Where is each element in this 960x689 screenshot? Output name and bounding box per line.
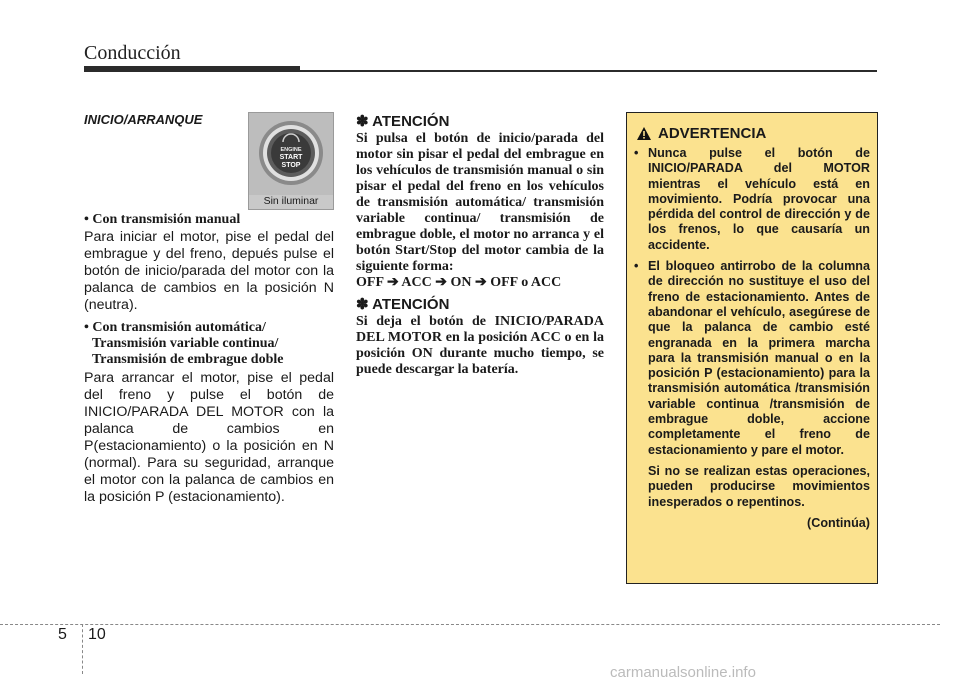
manual-heading: • Con transmisión manual [84,212,241,227]
warning-item: • Nunca pulse el botón de INICIO/PARADA del MOTOR mientras el vehículo está en movimiento. Podría provocar una pérdida del control de dirección y de los frenos, lo que causaría un accidente. [634,146,870,252]
attention-title: ✽ ATENCIÓN [356,113,450,130]
page-header-title: Conducción [84,42,181,64]
attention-sequence: OFF ➔ ACC ➔ ON ➔ OFF o ACC [356,275,562,290]
warning-extra: Si no se realizan estas operaciones, pueden producirse movimientos inesperados o repentinos. [648,463,870,509]
image-caption: Sin iluminar [263,195,319,207]
button-text-engine: ENGINE [280,147,302,153]
header-rule-thick [84,66,300,72]
automatic-heading-line: Transmisión de embrague doble [92,352,284,367]
button-text-start: START [279,154,303,161]
manual-body: Para iniciar el motor, pise el pedal del embrague y del freno, depués pulse el botón de inicio/parada del motor con la palanca de cambios en la posición N (neutra). [84,229,334,313]
warning-triangle-icon [636,126,652,141]
section-title: INICIO/ARRANQUE [84,112,203,127]
automatic-heading-line: Transmisión variable continua/ [92,336,279,351]
attention-text: Si pulsa el botón de inicio/parada del motor sin pisar el pedal del embrague en los vehículos de transmisión manual o sin pisar el pedal del freno en los vehículos de transmisión automática/ transmisión variable continua/ transmisión de embrague doble, el motor no arranca y el botón Start/Stop del motor cambia de la siguiente forma: [356,131,604,274]
attention-body-2: Si deja el botón de INICIO/PARADA DEL MOTOR en la posición ACC o en la posición ON durante mucho tiempo, se puede descargar la batería. [356,314,604,377]
automatic-heading-line: • Con transmisión automática/ [84,320,266,335]
warning-item: • El bloqueo antirrobo de la columna de dirección no sustituye el uso del freno de estacionamiento. Antes de abandonar el vehículo, asegúrese de que la palanca de cambio esté engranada en la primera marcha para la transmisión manual o en la posición P (estacionamiento) para la transmisión automática /transmisión variable continua /transmisión de embrague doble, accione completamente el freno de estacionamiento y pare el motor. Si no se realizan estas operaciones, pueden producirse movimientos inesperados o repentinos. (Continúa) [634,259,870,530]
attention-body [356,131,604,291]
warning-title: ADVERTENCIA [658,125,767,142]
automatic-body: Para arrancar el motor, pise el pedal del freno y pulse el botón de INICIO/PARADA DEL MOTOR con la palanca de cambios en P(estacionamiento) o la posición en N (normal). Para su seguridad, arranque el motor con la palanca de cambios en la posición P (estacionamiento). [84,370,334,505]
button-text-stop: STOP [281,162,301,169]
warning-item-text: El bloqueo antirrobo de la columna de dirección no sustituye el uso del freno de estacionamiento. Antes de abandonar el vehículo, asegúrese de que la palanca de cambio esté engranada en la primera marcha para la transmisión manual o en la posición P (estacionamiento) para la transmisión automática /transmisión variable continua /transmisión de embrague doble, accione completamente el freno de estacionamiento y pare el motor. [648,259,870,457]
footer-divider [82,624,83,674]
warning-item-text: Nunca pulse el botón de INICIO/PARADA del MOTOR mientras el vehículo está en movimiento. Podría provocar una pérdida del control de dirección y de los frenos, lo que causaría un accidente. [648,146,870,252]
automatic-heading [84,320,334,368]
watermark: carmanualsonline.info [610,664,756,681]
footer-section-number: 5 [58,626,67,643]
warning-list [634,146,870,537]
footer-page-number: 10 [88,626,106,643]
attention-title-2: ✽ ATENCIÓN [356,296,450,313]
warning-header [636,125,766,142]
start-stop-button-icon [249,113,333,195]
header-rule-thin [300,70,877,72]
warning-continues: (Continúa) [807,515,870,530]
footer-rule [0,624,940,625]
